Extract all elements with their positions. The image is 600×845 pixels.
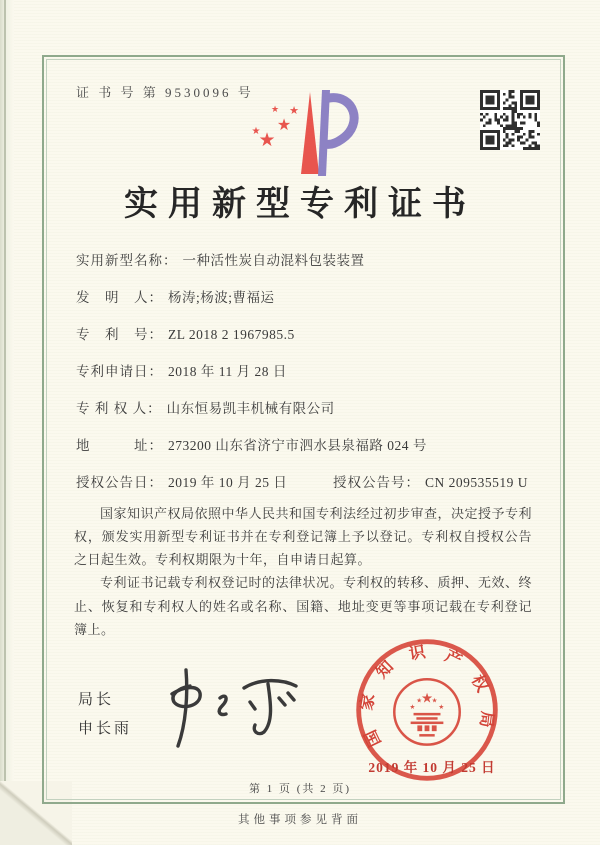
- signer-name: 申长雨: [78, 720, 133, 737]
- field-value: 杨涛;杨波;曹福运: [168, 290, 275, 305]
- signature-icon: [148, 664, 323, 756]
- field-row-name: [76, 250, 528, 272]
- field-row-patent-number: [76, 324, 528, 346]
- field-label: 专 利 号：: [76, 327, 163, 342]
- field-label: 专 利 权 人：: [76, 401, 162, 416]
- grant-number-label: 授权公告号：: [332, 475, 420, 490]
- legal-paragraph-2: 专利证书记载专利权登记时的法律状况。专利权的转移、质押、无效、终止、恢复和专利权人的姓名或名称、国籍、地址变更等事项记载在专利登记簿上。: [74, 575, 533, 637]
- qr-code-icon: [480, 90, 540, 150]
- grant-date-value: 2019 年 10 月 25 日: [168, 475, 288, 490]
- svg-text:★: ★: [251, 126, 261, 137]
- field-row-address: [76, 435, 528, 457]
- signer-block: [78, 686, 132, 743]
- svg-text:★: ★: [416, 697, 423, 705]
- svg-text:★: ★: [289, 105, 299, 117]
- field-row-inventors: [76, 287, 528, 309]
- scan-left-edge-line: [4, 0, 6, 845]
- field-label: 地 址：: [76, 438, 163, 453]
- certificate-number: 证 书 号 第 9530096 号: [76, 85, 254, 100]
- field-value: 山东恒易凯丰机械有限公司: [166, 401, 335, 416]
- field-row-filing-date: [76, 361, 528, 383]
- seal-date: 2019 年 10 月 25 日: [368, 760, 496, 775]
- svg-text:★: ★: [276, 117, 292, 134]
- footer-note: 其他事项参见背面: [238, 814, 362, 826]
- svg-text:★: ★: [420, 690, 434, 706]
- field-label: 专利申请日：: [76, 364, 163, 379]
- field-value: 一种活性炭自动混料包装装置: [182, 253, 365, 268]
- certificate-title: 实用新型专利证书: [124, 186, 476, 223]
- field-row-grant: [76, 472, 528, 494]
- svg-text:★: ★: [270, 104, 280, 114]
- legal-paragraph-1: 国家知识产权局依照中华人民共和国专利法经过初步审查，决定授予专利权，颁发实用新型专利证书并在专利登记簿上予以登记。专利权自授权公告之日起生效。专利权期限为十年，自申请日起算。: [74, 506, 533, 568]
- field-value: 273200 山东省济宁市泗水县泉福路 024 号: [168, 438, 427, 453]
- grant-number-value: CN 209535519 U: [424, 475, 528, 490]
- field-label: 实用新型名称：: [76, 253, 178, 268]
- cnipa-logo-icon: [248, 82, 366, 182]
- certificate-fields: [76, 250, 528, 509]
- legal-paragraphs: [74, 502, 532, 641]
- signer-title: 局长: [78, 692, 115, 708]
- field-label: 发 明 人：: [76, 290, 163, 305]
- field-value: 2018 年 11 月 28 日: [168, 364, 287, 379]
- svg-text:★: ★: [438, 704, 445, 712]
- page-number: 第 1 页 (共 2 页): [248, 783, 352, 795]
- grant-date-label: 授权公告日：: [76, 475, 163, 490]
- field-row-patentee: [76, 398, 528, 420]
- seal-text: 国家知识产权局: [356, 641, 498, 750]
- svg-text:★: ★: [431, 697, 438, 705]
- field-value: ZL 2018 2 1967985.5: [168, 327, 295, 342]
- svg-text:★: ★: [409, 704, 416, 712]
- svg-text:★: ★: [258, 130, 276, 151]
- scan-left-edge: [0, 0, 14, 845]
